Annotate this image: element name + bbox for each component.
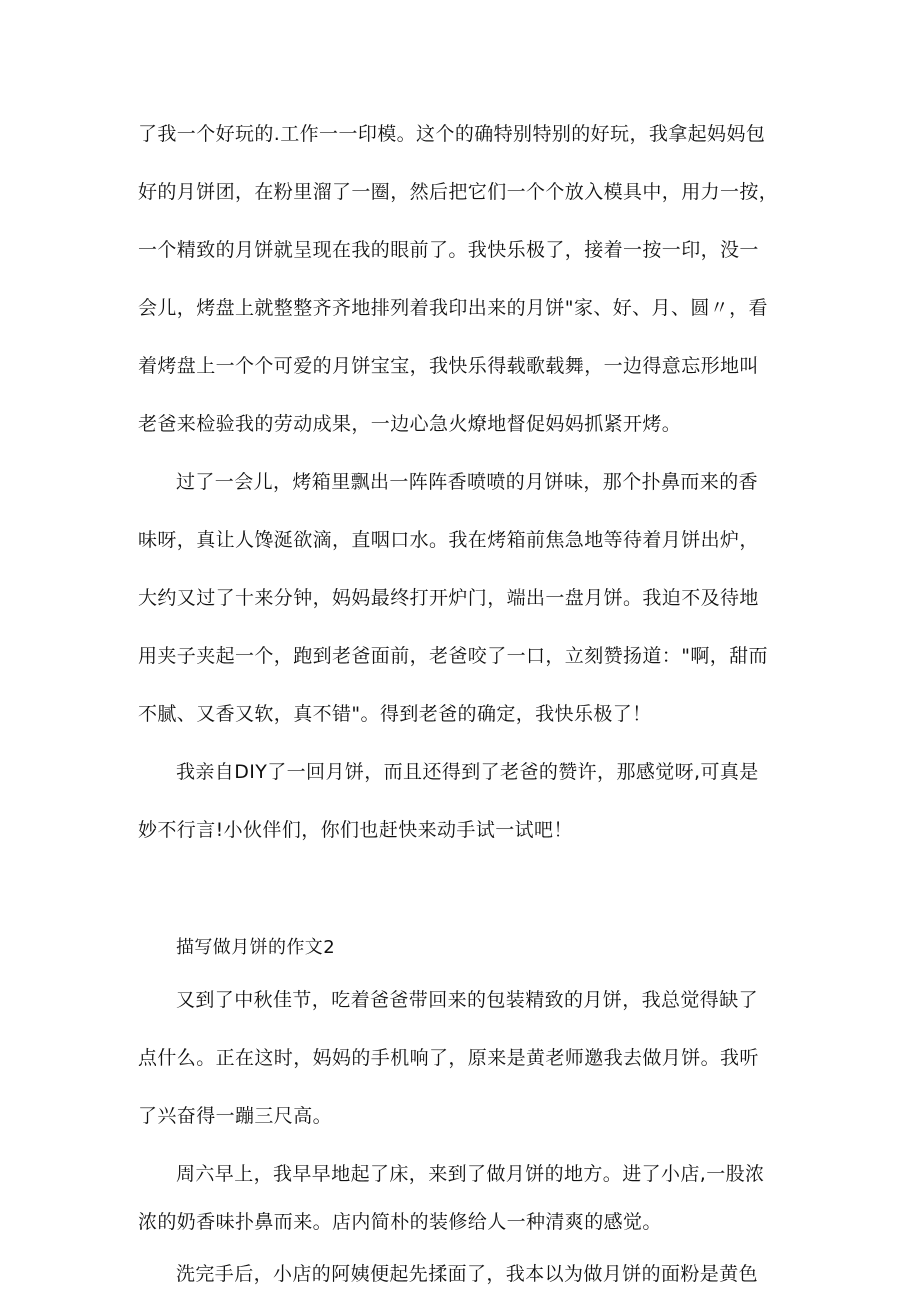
paragraph-2-line-3: 大约又过了十来分钟，妈妈最终打开炉门，端出一盘月饼。我迫不及待地 <box>138 587 759 609</box>
paragraph-5-line-1: 周六早上，我早早地起了床，来到了做月饼的地方。进了小店,一股浓 <box>176 1163 765 1185</box>
paragraph-1-line-6: 老爸来检验我的劳动成果，一边心急火燎地督促妈妈抓紧开烤。 <box>138 413 682 435</box>
paragraph-6-line-1: 洗完手后，小店的阿姨便起先揉面了，我本以为做月饼的面粉是黄色 <box>176 1263 759 1285</box>
paragraph-5-line-2: 浓的奶香味扑鼻而来。店内简朴的装修给人一种清爽的感觉。 <box>138 1211 662 1233</box>
paragraph-1-line-2: 好的月饼团，在粉里溜了一圈，然后把它们一个个放入模具中，用力一按， <box>138 181 779 203</box>
paragraph-3-line-1: 我亲自DIY了一回月饼，而且还得到了老爸的赞许，那感觉呀,可真是 <box>176 761 759 783</box>
paragraph-2-line-5: 不腻、又香又软，真不错"。得到老爸的确定，我快乐极了！ <box>138 703 652 725</box>
paragraph-1-line-4: 会儿，烤盘上就整整齐齐地排列着我印出来的月饼"家、好、月、圆〃，看 <box>138 297 768 319</box>
paragraph-1-line-3: 一个精致的月饼就呈现在我的眼前了。我快乐极了，接着一按一印，没一 <box>138 239 759 261</box>
paragraph-4-line-2: 点什么。正在这时，妈妈的手机响了，原来是黄老师邀我去做月饼。我听 <box>138 1047 759 1069</box>
paragraph-1-line-1: 了我一个好玩的.工作一一印模。这个的确特别特别的好玩，我拿起妈妈包 <box>138 123 766 145</box>
paragraph-3-line-2: 妙不行言!小伙伴们，你们也赶快来动手试一试吧！ <box>138 819 573 841</box>
paragraph-4-line-3: 了兴奋得一蹦三尺高。 <box>138 1105 333 1127</box>
paragraph-2-line-4: 用夹子夹起一个，跑到老爸面前，老爸咬了一口，立刻赞扬道："啊，甜而 <box>138 645 768 667</box>
paragraph-1-line-5: 着烤盘上一个个可爱的月饼宝宝，我快乐得载歌载舞，一边得意忘形地叫 <box>138 355 759 377</box>
section-title: 描写做月饼的作文2 <box>176 937 336 958</box>
paragraph-2-line-2: 味呀，真让人馋涎欲滴，直咽口水。我在烤箱前焦急地等待着月饼出炉， <box>138 529 759 551</box>
paragraph-4-line-1: 又到了中秋佳节，吃着爸爸带回来的包装精致的月饼，我总觉得缺了 <box>176 989 759 1011</box>
paragraph-2-line-1: 过了一会儿，烤箱里飘出一阵阵香喷喷的月饼味，那个扑鼻而来的香 <box>176 471 759 493</box>
